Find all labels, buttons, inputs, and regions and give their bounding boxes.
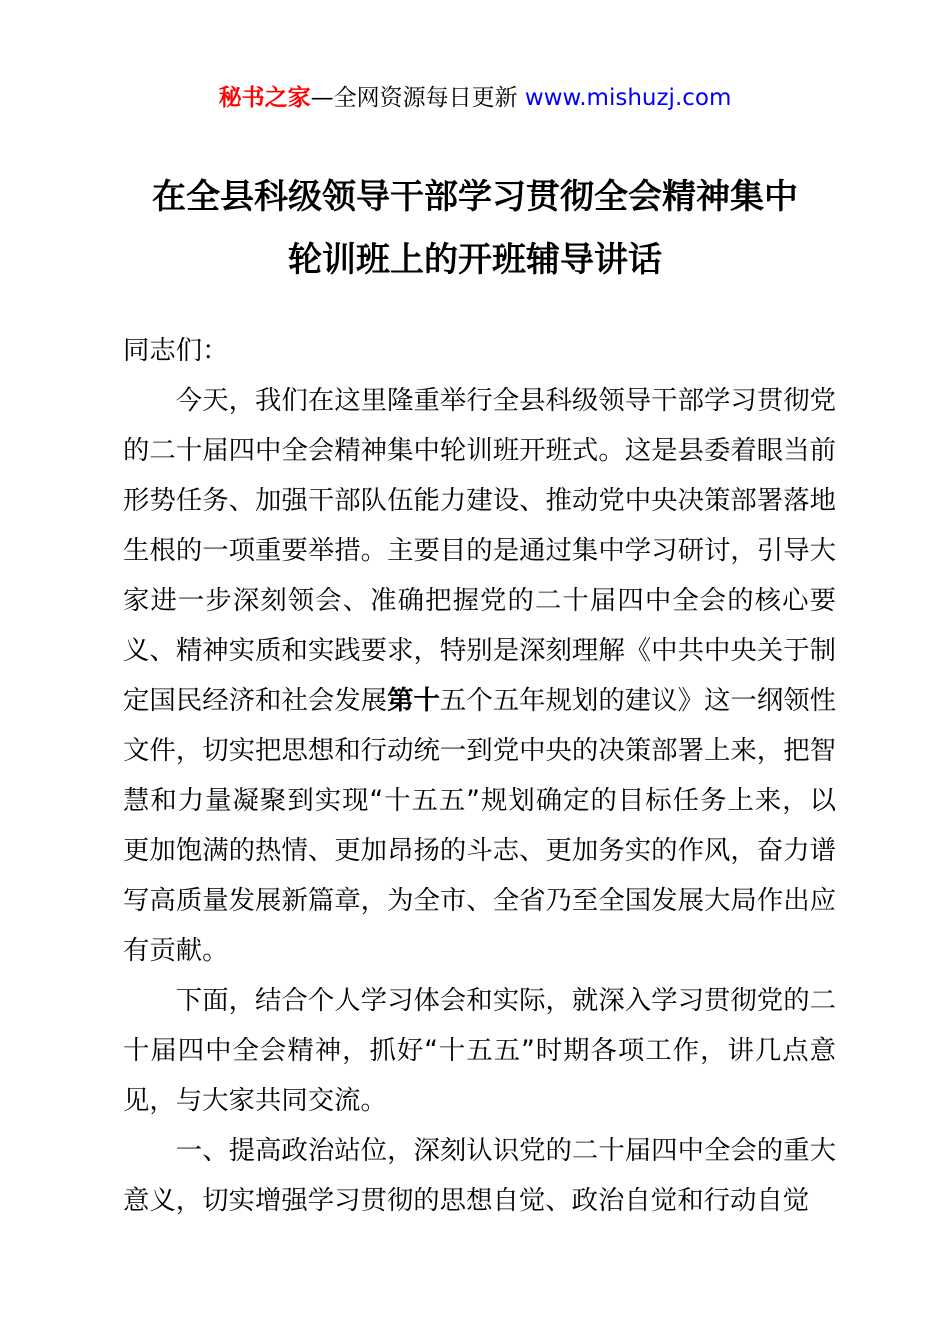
paragraph-1-bold-run: 第十 (387, 685, 440, 716)
paragraph-2: 下面，结合个人学习体会和实际，就深入学习贯彻党的二十届四中全会精神，抓好“十五五”时期各项工作，讲几点意见，与大家共同交流。 (123, 985, 836, 1116)
section-heading-1: 一、提高政治站位，深刻认识党的二十届四中全会的重大意义，切实增强学习贯彻的思想自觉、政治自觉和行动自觉 (123, 1135, 836, 1216)
salutation: 同志们： (123, 335, 229, 366)
paragraph-1 (123, 376, 836, 976)
paragraph-1-text-pre: 今天，我们在这里隆重举行全县科级领导干部学习贯彻党的二十届四中全会精神集中轮训班开班式。这是县委着眼当前形势任务、加强干部队伍能力建设、推动党中央决策部署落地生根的一项重要举措。主要目的是通过集中学习研讨，引导大家进一步深刻领会、准确把握党的二十届四中全会的核心要义、精神实质和实践要求，特别是深刻理解《中共中央关于制定国民经济和社会发展 (123, 385, 836, 716)
document-title-line2: 轮训班上的开班辅导讲话 (288, 240, 662, 280)
site-brand: 秘书之家 (218, 85, 311, 111)
site-header (0, 0, 950, 112)
document-body (123, 326, 836, 1226)
document-title-line1: 在全县科级领导干部学习贯彻全会精神集中 (152, 177, 798, 217)
site-url-link[interactable]: www.mishuzj.com (524, 85, 732, 111)
paragraph-1-text-post: 五个五年规划的建议》这一纲领性文件，切实把思想和行动统一到党中央的决策部署上来，把智慧和力量凝聚到实现“十五五”规划确定的目标任务上来，以更加饱满的热情、更加昂扬的斗志、更加务实的作风，奋力谱写高质量发展新篇章，为全市、全省乃至全国发展大局作出应有贡献。 (123, 685, 837, 966)
document-title (60, 166, 890, 292)
site-tagline: —全网资源每日更新 (310, 85, 525, 111)
